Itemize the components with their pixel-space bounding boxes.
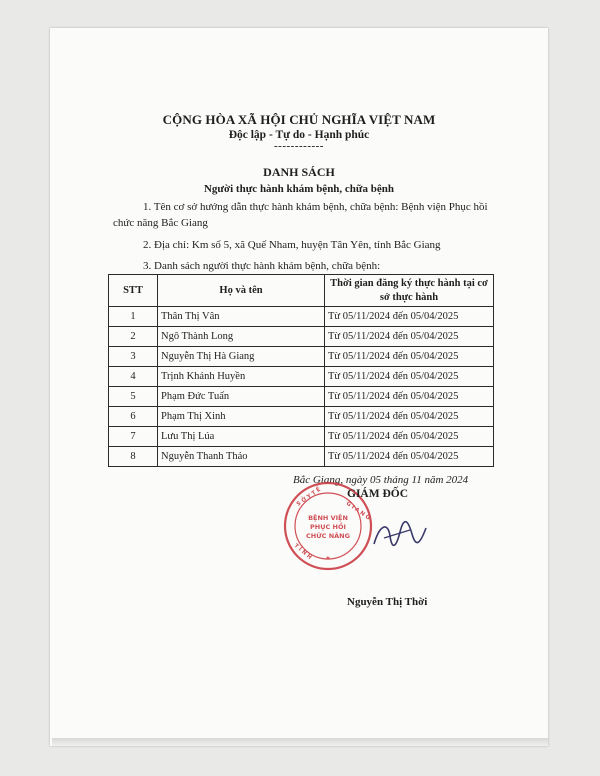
- place-and-date: Bắc Giang, ngày 05 tháng 11 năm 2024: [293, 474, 469, 486]
- row-stt: 7: [109, 427, 158, 447]
- row-period: Từ 05/11/2024 đến 05/04/2025: [325, 447, 494, 467]
- row-name: Trịnh Khánh Huyền: [158, 367, 325, 387]
- svg-text:G I A N G: G I A N G: [344, 500, 371, 522]
- table-row: [109, 447, 494, 467]
- table-row: [109, 407, 494, 427]
- row-period: Từ 05/11/2024 đến 05/04/2025: [325, 367, 494, 387]
- table-row: [109, 367, 494, 387]
- row-name: Phạm Đức Tuấn: [158, 387, 325, 407]
- row-name: Thân Thị Vân: [158, 307, 325, 327]
- row-name: Nguyễn Thanh Thảo: [158, 447, 325, 467]
- practitioner-table: [108, 274, 494, 467]
- svg-text:T Ỉ N H: T Ỉ N H: [292, 542, 313, 561]
- document-page: [50, 28, 548, 746]
- row-stt: 1: [109, 307, 158, 327]
- document-title: DANH SÁCH: [263, 165, 335, 179]
- row-period: Từ 05/11/2024 đến 05/04/2025: [325, 327, 494, 347]
- national-title: CỘNG HÒA XÃ HỘI CHỦ NGHĨA VIỆT NAM: [162, 112, 436, 127]
- table-row: [109, 347, 494, 367]
- item-2-address: 2. Địa chỉ: Km số 5, xã Quế Nham, huyện Tân Yên, tỉnh Bắc Giang: [143, 239, 441, 251]
- handwritten-signature-icon: [370, 514, 430, 554]
- row-name: Ngô Thành Long: [158, 327, 325, 347]
- table-row: [109, 427, 494, 447]
- header-divider: ------------: [274, 140, 324, 152]
- row-name: Phạm Thị Xinh: [158, 407, 325, 427]
- item-3-list-intro: 3. Danh sách người thực hành khám bệnh, chữa bệnh:: [143, 260, 381, 272]
- row-name: Lưu Thị Lúa: [158, 427, 325, 447]
- row-period: Từ 05/11/2024 đến 05/04/2025: [325, 427, 494, 447]
- table-row: [109, 387, 494, 407]
- header-period: Thời gian đăng ký thực hành tại cơ sở thực hành: [325, 275, 494, 307]
- row-period: Từ 05/11/2024 đến 05/04/2025: [325, 387, 494, 407]
- table-row: [109, 307, 494, 327]
- header-stt: STT: [109, 275, 158, 307]
- row-stt: 8: [109, 447, 158, 467]
- row-period: Từ 05/11/2024 đến 05/04/2025: [325, 307, 494, 327]
- svg-text:★: ★: [325, 555, 331, 562]
- row-stt: 2: [109, 327, 158, 347]
- signer-name: Nguyễn Thị Thời: [347, 596, 428, 608]
- row-stt: 6: [109, 407, 158, 427]
- document-subtitle: Người thực hành khám bệnh, chữa bệnh: [203, 183, 395, 195]
- seal-line: PHỤC HỒI: [310, 523, 346, 531]
- motto: Độc lập - Tự do - Hạnh phúc: [228, 129, 370, 141]
- row-period: Từ 05/11/2024 đến 05/04/2025: [325, 407, 494, 427]
- seal-line: CHỨC NĂNG: [306, 532, 350, 540]
- svg-text:S Ở Y T Ế: S Ở Y T Ế: [295, 486, 323, 508]
- row-name: Nguyễn Thị Hà Giang: [158, 347, 325, 367]
- header-name: Họ và tên: [158, 275, 325, 307]
- table-header-row: [109, 275, 494, 307]
- page-bottom-edge: [52, 738, 548, 746]
- row-stt: 5: [109, 387, 158, 407]
- seal-line: BỆNH VIỆN: [308, 514, 348, 522]
- table-row: [109, 327, 494, 347]
- row-stt: 4: [109, 367, 158, 387]
- signer-position: GIÁM ĐỐC: [347, 488, 409, 500]
- item-1-facility: 1. Tên cơ sở hướng dẫn thực hành khám bệnh, chữa bệnh: Bệnh viện Phục hồi chức năng Bắc Giang: [113, 201, 488, 229]
- row-stt: 3: [109, 347, 158, 367]
- row-period: Từ 05/11/2024 đến 05/04/2025: [325, 347, 494, 367]
